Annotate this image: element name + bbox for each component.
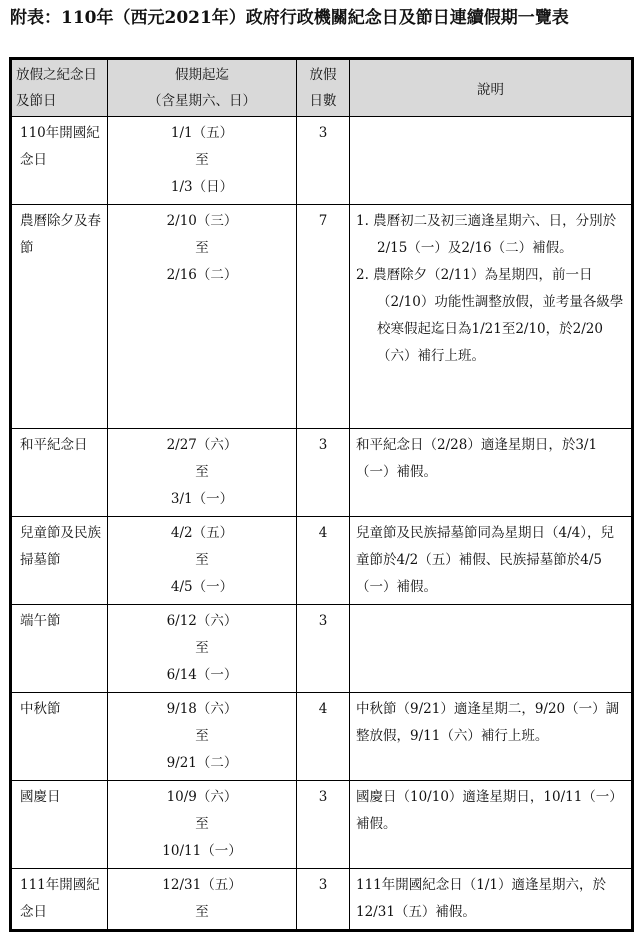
header-holiday: 放假之紀念日 及節日 xyxy=(11,59,108,117)
document-title: 附表：110年（西元2021年）政府行政機關紀念日及節日連續假期一覽表 xyxy=(10,8,569,28)
notes-cell xyxy=(350,781,633,869)
days-cell: 3 xyxy=(297,117,350,205)
notes-cell xyxy=(350,693,633,781)
days-cell: 3 xyxy=(297,869,350,931)
period-end: 1/3（日） xyxy=(170,179,234,195)
days-cell: 4 xyxy=(297,693,350,781)
note-item: 國慶日（10/10）適逢星期日，10/11（一）補假。 xyxy=(356,789,623,832)
holiday-name-cell: 國慶日 xyxy=(11,781,108,869)
period-end: 2/16（二） xyxy=(166,267,238,283)
period-to: 至 xyxy=(195,640,209,656)
days-cell: 3 xyxy=(297,605,350,693)
notes-cell xyxy=(350,517,633,605)
period-start: 12/31（五） xyxy=(162,877,242,893)
period-to: 至 xyxy=(195,816,209,832)
table-row xyxy=(11,117,633,205)
days-cell: 3 xyxy=(297,429,350,517)
period-cell xyxy=(108,693,297,781)
period-start: 4/2（五） xyxy=(170,525,234,541)
period-end: 6/14（一） xyxy=(166,667,238,683)
holiday-name-cell: 端午節 xyxy=(11,605,108,693)
period-to: 至 xyxy=(195,464,209,480)
holiday-name-cell: 中秋節 xyxy=(11,693,108,781)
period-cell xyxy=(108,517,297,605)
period-end: 9/21（二） xyxy=(166,755,238,771)
notes-cell xyxy=(350,117,633,205)
holiday-name-cell: 和平紀念日 xyxy=(11,429,108,517)
table-row xyxy=(11,605,633,693)
holiday-name-cell: 111年開國紀念日 xyxy=(11,869,108,931)
header-days: 放假 日數 xyxy=(297,59,350,117)
table-row xyxy=(11,429,633,517)
holiday-name-cell: 110年開國紀念日 xyxy=(11,117,108,205)
notes-cell xyxy=(350,605,633,693)
note-item: 和平紀念日（2/28）適逢星期日，於3/1（一）補假。 xyxy=(356,437,598,480)
days-cell: 7 xyxy=(297,205,350,429)
header-notes: 說明 xyxy=(350,59,633,117)
period-to: 至 xyxy=(195,904,209,920)
period-cell xyxy=(108,205,297,429)
note-item: 2. 農曆除夕（2/11）為星期四，前一日（2/10）功能性調整放假，並考量各級學校寒假起迄日為1/21至2/10，於2/20（六）補行上班。 xyxy=(356,267,624,364)
period-start: 2/27（六） xyxy=(166,437,238,453)
days-cell: 4 xyxy=(297,517,350,605)
note-item: 111年開國紀念日（1/1）適逢星期六，於12/31（五）補假。 xyxy=(356,877,606,920)
period-cell xyxy=(108,605,297,693)
period-to: 至 xyxy=(195,240,209,256)
period-start: 10/9（六） xyxy=(166,789,238,805)
period-start: 1/1（五） xyxy=(170,125,234,141)
period-start: 9/18（六） xyxy=(166,701,238,717)
table-row xyxy=(11,517,633,605)
period-end: 3/1（一） xyxy=(170,491,234,507)
holiday-name-cell: 農曆除夕及春節 xyxy=(11,205,108,429)
table-row xyxy=(11,869,633,931)
notes-cell xyxy=(350,869,633,931)
period-start: 2/10（三） xyxy=(166,213,238,229)
notes-cell xyxy=(350,205,633,429)
table-header-row xyxy=(11,59,633,117)
period-to: 至 xyxy=(195,552,209,568)
notes-cell xyxy=(350,429,633,517)
holiday-name-cell: 兒童節及民族掃墓節 xyxy=(11,517,108,605)
period-cell xyxy=(108,429,297,517)
days-cell: 3 xyxy=(297,781,350,869)
period-cell xyxy=(108,117,297,205)
header-period: 假期起迄 （含星期六、日） xyxy=(108,59,297,117)
table-row xyxy=(11,205,633,429)
period-to: 至 xyxy=(195,728,209,744)
note-item: 兒童節及民族掃墓節同為星期日（4/4），兒童節於4/2（五）補假、民族掃墓節於4/5（一）補假。 xyxy=(356,525,614,595)
period-cell xyxy=(108,869,297,931)
table-row xyxy=(11,781,633,869)
holiday-table xyxy=(9,57,634,932)
note-item: 中秋節（9/21）適逢星期二，9/20（一）調整放假，9/11（六）補行上班。 xyxy=(356,701,620,744)
period-end: 4/5（一） xyxy=(170,579,234,595)
period-end: 10/11（一） xyxy=(162,843,242,859)
period-to: 至 xyxy=(195,152,209,168)
note-item: 1. 農曆初二及初三適逢星期六、日，分別於2/15（一）及2/16（二）補假。 xyxy=(356,213,617,256)
period-start: 6/12（六） xyxy=(166,613,238,629)
table-row xyxy=(11,693,633,781)
table-body xyxy=(11,117,633,931)
period-cell xyxy=(108,781,297,869)
